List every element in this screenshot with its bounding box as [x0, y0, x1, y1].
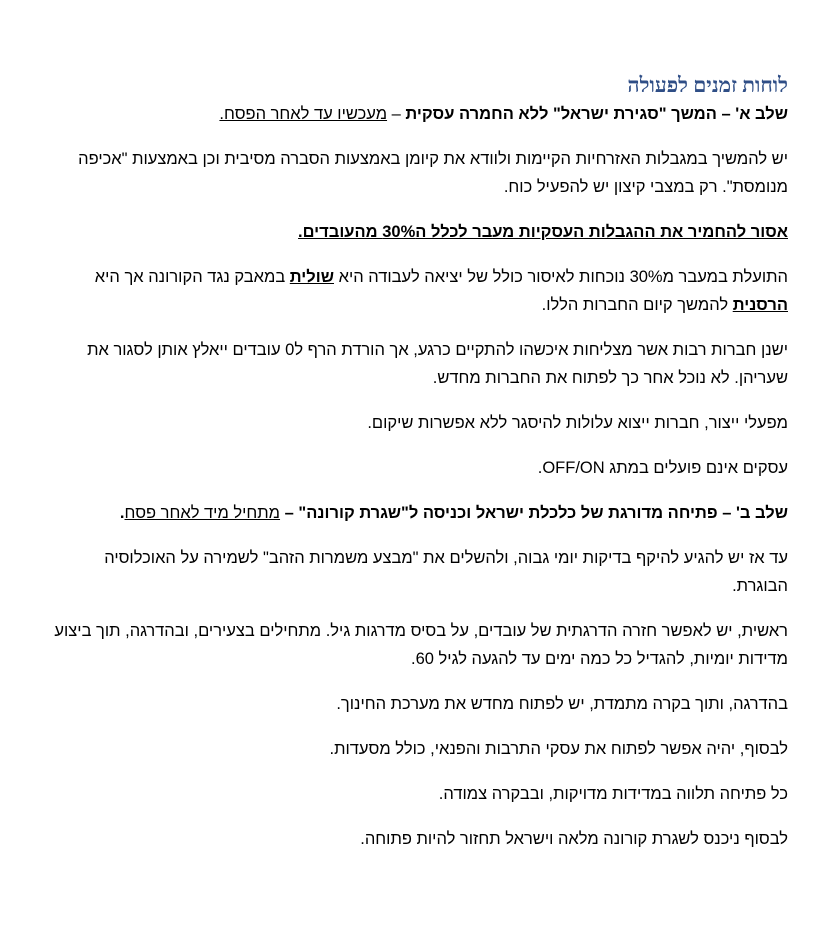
stage-a-warning: אסור להחמיר את ההגבלות העסקיות מעבר לכלל ה30% מהעובדים. [298, 223, 788, 241]
stage-a-heading [48, 100, 788, 128]
stage-b-separator: – [280, 504, 299, 522]
stage-a-paragraph-2-part-c: להמשך קיום החברות הללו. [541, 296, 733, 314]
stage-a-paragraph-4: מפעלי ייצור, חברות ייצוא עלולות להיסגר ללא אפשרות שיקום. [367, 414, 788, 432]
stage-a-paragraph-2 [48, 263, 788, 319]
stage-b-paragraph-1: עד אז יש להגיע להיקף בדיקות יומי גבוה, ולהשלים את "מבצע משמרות הזהב" לשמירה על האוכלוסיה הבוגרת. [104, 549, 788, 595]
document-title: לוחות זמנים לפעולה [627, 73, 788, 97]
emphasis-marginal: שולית [289, 268, 334, 286]
stage-a-timing: מעכשיו עד לאחר הפסח. [219, 105, 388, 123]
stage-b-paragraph-3: בהדרגה, ותוך בקרה מתמדת, יש לפתוח מחדש את מערכת החינוך. [336, 695, 788, 713]
stage-a-separator: – [387, 105, 406, 123]
stage-b-timing-end: . [119, 504, 125, 522]
stage-b-paragraph-2: ראשית, יש לאפשר חזרה הדרגתית של עובדים, על בסיס מדרגות גיל. מתחילים בצעירים, ובהדרגה, תוך ביצוע מדידות יומיות, להגדיל כל כמה ימים עד להגעה לגיל 60. [54, 622, 788, 668]
stage-a-paragraph-2-part-a: התועלת במעבר מ30% נוכחות לאיסור כולל של יציאה לעבודה היא [334, 268, 788, 286]
stage-b-paragraph-5: כל פתיחה תלווה במדידות מדויקות, ובבקרה צמודה. [438, 785, 788, 803]
stage-a-heading-text: שלב א' – המשך "סגירת ישראל" ללא החמרה עסקית [405, 105, 788, 123]
document-body [48, 70, 788, 853]
stage-b-heading [48, 499, 788, 527]
stage-a-paragraph-3: ישנן חברות רבות אשר מצליחות איכשהו להתקיים כרגע, אך הורדת הרף ל0 עובדים ייאלץ אותן לסגור את שעריהן. לא נוכל אחר כך לפתוח את החברות מחדש. [87, 341, 788, 387]
stage-b-paragraph-6: לבסוף ניכנס לשגרת קורונה מלאה וישראל תחזור להיות פתוחה. [360, 830, 788, 848]
stage-b-heading-text: שלב ב' – פתיחה מדורגת של כלכלת ישראל וכניסה ל"שגרת קורונה" [298, 504, 788, 522]
stage-a-paragraph-2-part-b: במאבק נגד הקורונה אך היא [94, 268, 290, 286]
stage-b-paragraph-4: לבסוף, יהיה אפשר לפתוח את עסקי התרבות והפנאי, כולל מסעדות. [329, 740, 788, 758]
emphasis-destructive: הרסנית [732, 296, 788, 314]
stage-a-paragraph-1: יש להמשיך במגבלות האזרחיות הקיימות ולוודא את קיומן באמצעות הסברה מסיבית וכן באמצעות "אכיפה מנומסת". רק במצבי קיצון יש להפעיל כוח. [78, 150, 788, 196]
stage-a-paragraph-5: עסקים אינם פועלים במתג OFF/ON. [537, 459, 788, 477]
stage-b-timing: מתחיל מיד לאחר פסח [124, 504, 281, 522]
